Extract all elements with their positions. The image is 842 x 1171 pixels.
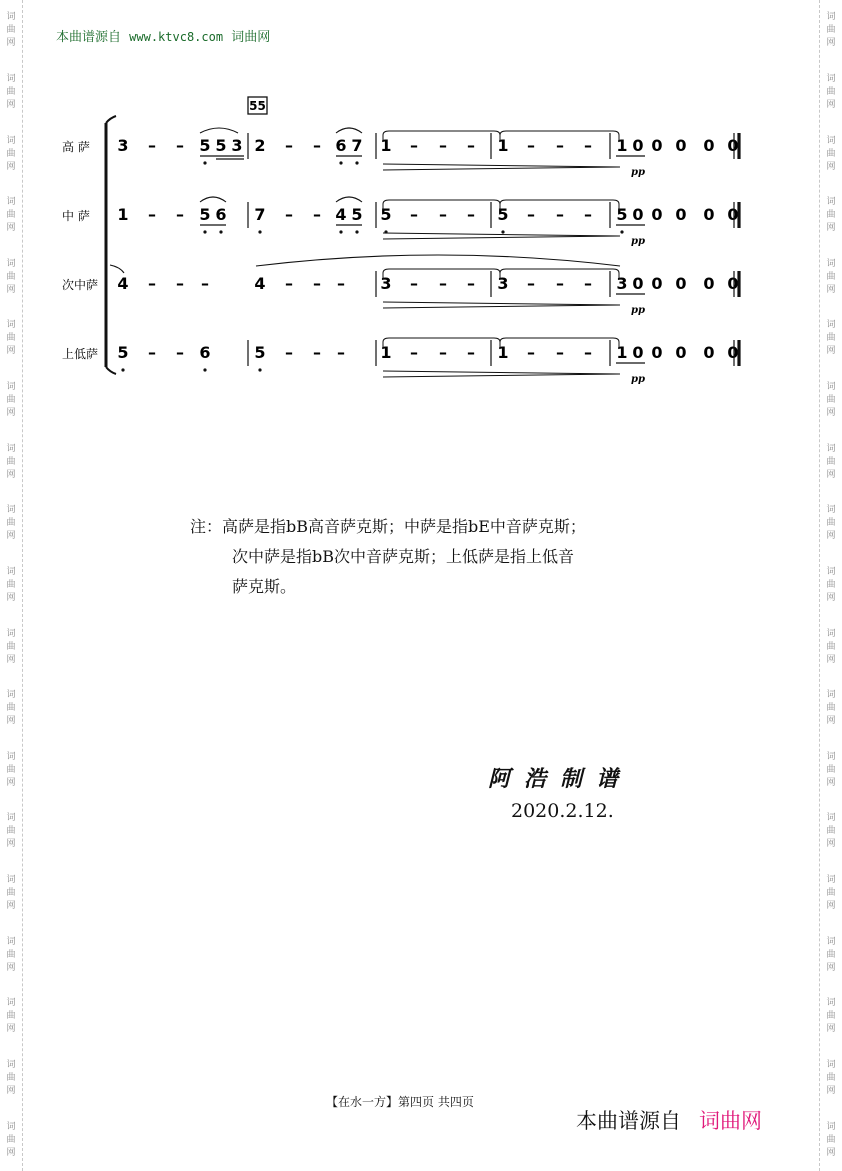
octave-dot bbox=[203, 161, 206, 164]
watermark-glyph-group: 词 曲 网 bbox=[826, 197, 836, 234]
dash: – bbox=[527, 343, 535, 362]
note-digit: 0 bbox=[651, 205, 663, 224]
arranger-signature: 阿浩制谱 bbox=[488, 766, 633, 792]
note-digit: 1 bbox=[497, 343, 509, 362]
dash: – bbox=[337, 343, 345, 362]
header-url-link[interactable]: www.ktvc8.com bbox=[129, 30, 224, 44]
watermark-glyph-group: 词 曲 网 bbox=[826, 135, 836, 172]
dash: – bbox=[584, 205, 592, 224]
dash: – bbox=[439, 205, 447, 224]
note-line-2: 次中萨是指bB次中音萨克斯；上低萨是指上低音 bbox=[232, 547, 575, 566]
dash: – bbox=[467, 136, 475, 155]
note-digit: 0 bbox=[651, 136, 663, 155]
note-digit: 7 bbox=[254, 205, 266, 224]
watermark-glyph-group: 词 曲 网 bbox=[6, 135, 16, 172]
note-digit: 0 bbox=[632, 343, 644, 362]
staff-row bbox=[62, 205, 739, 247]
watermark-glyph-group: 词 曲 网 bbox=[826, 443, 836, 480]
note-digit: 0 bbox=[675, 205, 687, 224]
annotation-note bbox=[190, 512, 586, 602]
hairpin bbox=[383, 371, 620, 374]
watermark-glyph-group: 词 曲 网 bbox=[6, 998, 16, 1035]
note-digit: 1 bbox=[616, 136, 628, 155]
part-label: 中 萨 bbox=[62, 209, 90, 223]
note-digit: 0 bbox=[703, 274, 715, 293]
watermark-glyph-group: 词 曲 网 bbox=[6, 12, 16, 49]
dash: – bbox=[410, 136, 418, 155]
dash: – bbox=[556, 274, 564, 293]
watermark-glyph-group: 词 曲 网 bbox=[6, 628, 16, 665]
note-digit: 0 bbox=[675, 343, 687, 362]
note-digit: 3 bbox=[231, 136, 243, 155]
octave-dot bbox=[384, 230, 387, 233]
note-digit: 3 bbox=[497, 274, 509, 293]
note-digit: 0 bbox=[651, 274, 663, 293]
dash: – bbox=[313, 343, 321, 362]
dash: – bbox=[313, 136, 321, 155]
watermark-glyph-group: 词 曲 网 bbox=[826, 1121, 836, 1158]
note-digit: 0 bbox=[703, 343, 715, 362]
dash: – bbox=[584, 136, 592, 155]
note-digit: 6 bbox=[335, 136, 347, 155]
dash: – bbox=[439, 136, 447, 155]
watermark-glyph-group: 词 曲 网 bbox=[6, 320, 16, 357]
slur bbox=[200, 128, 238, 133]
note-digit: 0 bbox=[632, 274, 644, 293]
dash: – bbox=[467, 205, 475, 224]
watermark-glyph-group: 词 曲 网 bbox=[826, 751, 836, 788]
octave-dot bbox=[203, 230, 206, 233]
hairpin bbox=[383, 374, 620, 377]
watermark-glyph-group: 词 曲 网 bbox=[826, 320, 836, 357]
dynamic-marking: pp bbox=[631, 305, 645, 316]
note-digit: 0 bbox=[675, 136, 687, 155]
watermark-glyph-group: 词 曲 网 bbox=[826, 1059, 836, 1096]
arrangement-date: 2020.2.12. bbox=[511, 800, 614, 822]
note-digit: 1 bbox=[380, 343, 392, 362]
octave-dot bbox=[339, 161, 342, 164]
watermark-glyph-group: 词 曲 网 bbox=[6, 875, 16, 912]
slur bbox=[110, 265, 124, 273]
staff-row bbox=[62, 343, 739, 385]
watermark-glyph-group: 词 曲 网 bbox=[826, 12, 836, 49]
dash: – bbox=[410, 274, 418, 293]
note-digit: 0 bbox=[632, 136, 644, 155]
dash: – bbox=[313, 205, 321, 224]
note-digit: 0 bbox=[727, 343, 739, 362]
page-footer: 【在水一方】第四页 共四页 bbox=[326, 1095, 474, 1109]
note-digit: 5 bbox=[117, 343, 129, 362]
part-label: 高 萨 bbox=[62, 140, 90, 154]
watermark-glyph-group: 词 曲 网 bbox=[6, 751, 16, 788]
dash: – bbox=[285, 205, 293, 224]
dash: – bbox=[527, 205, 535, 224]
watermark-glyph-group: 词 曲 网 bbox=[6, 73, 16, 110]
watermark-glyph-group: 词 曲 网 bbox=[6, 690, 16, 727]
note-digit: 0 bbox=[632, 205, 644, 224]
watermark-glyph-group: 词 曲 网 bbox=[826, 73, 836, 110]
hairpin bbox=[383, 167, 620, 170]
part-label: 上低萨 bbox=[62, 347, 99, 361]
note-line-1: 注：高萨是指bB高音萨克斯；中萨是指bE中音萨克斯； bbox=[190, 517, 586, 536]
hairpin bbox=[383, 233, 620, 236]
note-digit: 1 bbox=[497, 136, 509, 155]
header-suffix: 词曲网 bbox=[231, 30, 271, 45]
note-digit: 4 bbox=[117, 274, 129, 293]
dash: – bbox=[556, 205, 564, 224]
octave-dot bbox=[258, 230, 261, 233]
staff-bracket bbox=[106, 116, 116, 374]
watermark-glyph-group: 词 曲 网 bbox=[6, 197, 16, 234]
staff-row bbox=[62, 136, 739, 178]
watermark-glyph-group: 词 曲 网 bbox=[6, 936, 16, 973]
brand-left: 本曲谱源自 bbox=[576, 1109, 681, 1133]
note-line-3: 萨克斯。 bbox=[232, 577, 297, 596]
note-digit: 1 bbox=[117, 205, 129, 224]
brand-right-link[interactable]: 词曲网 bbox=[699, 1109, 762, 1133]
slur bbox=[200, 197, 226, 202]
note-digit: 5 bbox=[380, 205, 392, 224]
dash: – bbox=[584, 343, 592, 362]
dash: – bbox=[337, 274, 345, 293]
dash: – bbox=[148, 343, 156, 362]
note-digit: 0 bbox=[703, 205, 715, 224]
brand-banner bbox=[576, 1105, 762, 1135]
hairpin bbox=[383, 164, 620, 167]
note-digit: 3 bbox=[616, 274, 628, 293]
watermark-glyph-group: 词 曲 网 bbox=[6, 566, 16, 603]
note-digit: 2 bbox=[254, 136, 266, 155]
watermark-glyph-group: 词 曲 网 bbox=[6, 1121, 16, 1158]
dynamic-marking: pp bbox=[631, 374, 645, 385]
octave-dot bbox=[219, 230, 222, 233]
dash: – bbox=[285, 136, 293, 155]
watermark-glyph-group: 词 曲 网 bbox=[6, 382, 16, 419]
watermark-glyph-group: 词 曲 网 bbox=[826, 875, 836, 912]
dash: – bbox=[285, 274, 293, 293]
dash: – bbox=[584, 274, 592, 293]
dash: – bbox=[176, 136, 184, 155]
octave-dot bbox=[258, 368, 261, 371]
dash: – bbox=[148, 274, 156, 293]
note-digit: 0 bbox=[727, 205, 739, 224]
dash: – bbox=[467, 343, 475, 362]
watermark-glyph-group: 词 曲 网 bbox=[826, 258, 836, 295]
note-digit: 5 bbox=[254, 343, 266, 362]
dash: – bbox=[201, 274, 209, 293]
dynamic-marking: pp bbox=[631, 167, 645, 178]
note-digit: 3 bbox=[117, 136, 129, 155]
note-digit: 0 bbox=[703, 136, 715, 155]
dash: – bbox=[410, 205, 418, 224]
note-digit: 5 bbox=[616, 205, 628, 224]
note-digit: 4 bbox=[335, 205, 347, 224]
dash: – bbox=[439, 274, 447, 293]
dash: – bbox=[467, 274, 475, 293]
dash: – bbox=[313, 274, 321, 293]
dash: – bbox=[176, 205, 184, 224]
dash: – bbox=[556, 343, 564, 362]
note-digit: 5 bbox=[199, 136, 211, 155]
slur bbox=[336, 197, 362, 202]
watermark-glyph-group: 词 曲 网 bbox=[826, 628, 836, 665]
note-digit: 5 bbox=[215, 136, 227, 155]
dash: – bbox=[176, 274, 184, 293]
long-slur bbox=[256, 255, 620, 266]
dash: – bbox=[176, 343, 184, 362]
staff-row bbox=[62, 274, 739, 316]
note-digit: 0 bbox=[727, 274, 739, 293]
watermark-glyph-group: 词 曲 网 bbox=[826, 566, 836, 603]
note-digit: 5 bbox=[497, 205, 509, 224]
note-digit: 7 bbox=[351, 136, 363, 155]
watermark-glyph-group: 词 曲 网 bbox=[6, 813, 16, 850]
watermark-glyph-group: 词 曲 网 bbox=[826, 690, 836, 727]
hairpin bbox=[383, 305, 620, 308]
note-digit: 1 bbox=[380, 136, 392, 155]
watermark-glyph-group: 词 曲 网 bbox=[6, 1059, 16, 1096]
note-digit: 4 bbox=[254, 274, 266, 293]
dash: – bbox=[285, 343, 293, 362]
dash: – bbox=[148, 205, 156, 224]
note-digit: 6 bbox=[215, 205, 227, 224]
rehearsal-box bbox=[248, 97, 267, 114]
note-digit: 0 bbox=[675, 274, 687, 293]
music-score bbox=[0, 0, 842, 420]
octave-dot bbox=[203, 368, 206, 371]
watermark-glyph-group: 词 曲 网 bbox=[826, 382, 836, 419]
octave-dot bbox=[355, 161, 358, 164]
watermark-glyph-group: 词 曲 网 bbox=[826, 998, 836, 1035]
watermark-glyph-group: 词 曲 网 bbox=[6, 443, 16, 480]
octave-dot bbox=[121, 368, 124, 371]
header-prefix: 本曲谱源自 bbox=[56, 30, 122, 45]
note-digit: 0 bbox=[651, 343, 663, 362]
watermark-glyph-group: 词 曲 网 bbox=[6, 505, 16, 542]
rehearsal-mark: 55 bbox=[249, 99, 266, 113]
slur bbox=[336, 128, 362, 133]
note-digit: 3 bbox=[380, 274, 392, 293]
note-digit: 6 bbox=[199, 343, 211, 362]
dash: – bbox=[527, 274, 535, 293]
dash: – bbox=[527, 136, 535, 155]
note-digit: 5 bbox=[351, 205, 363, 224]
hairpin bbox=[383, 302, 620, 305]
note-digit: 5 bbox=[199, 205, 211, 224]
octave-dot bbox=[501, 230, 504, 233]
dash: – bbox=[148, 136, 156, 155]
note-digit: 1 bbox=[616, 343, 628, 362]
octave-dot bbox=[355, 230, 358, 233]
hairpin bbox=[383, 236, 620, 239]
part-label: 次中萨 bbox=[62, 278, 99, 292]
watermark-glyph-group: 词 曲 网 bbox=[826, 813, 836, 850]
dynamic-marking: pp bbox=[631, 236, 645, 247]
note-digit: 0 bbox=[727, 136, 739, 155]
dash: – bbox=[410, 343, 418, 362]
octave-dot bbox=[620, 230, 623, 233]
watermark-glyph-group: 词 曲 网 bbox=[826, 505, 836, 542]
dash: – bbox=[439, 343, 447, 362]
octave-dot bbox=[339, 230, 342, 233]
watermark-glyph-group: 词 曲 网 bbox=[6, 258, 16, 295]
dash: – bbox=[556, 136, 564, 155]
watermark-glyph-group: 词 曲 网 bbox=[826, 936, 836, 973]
